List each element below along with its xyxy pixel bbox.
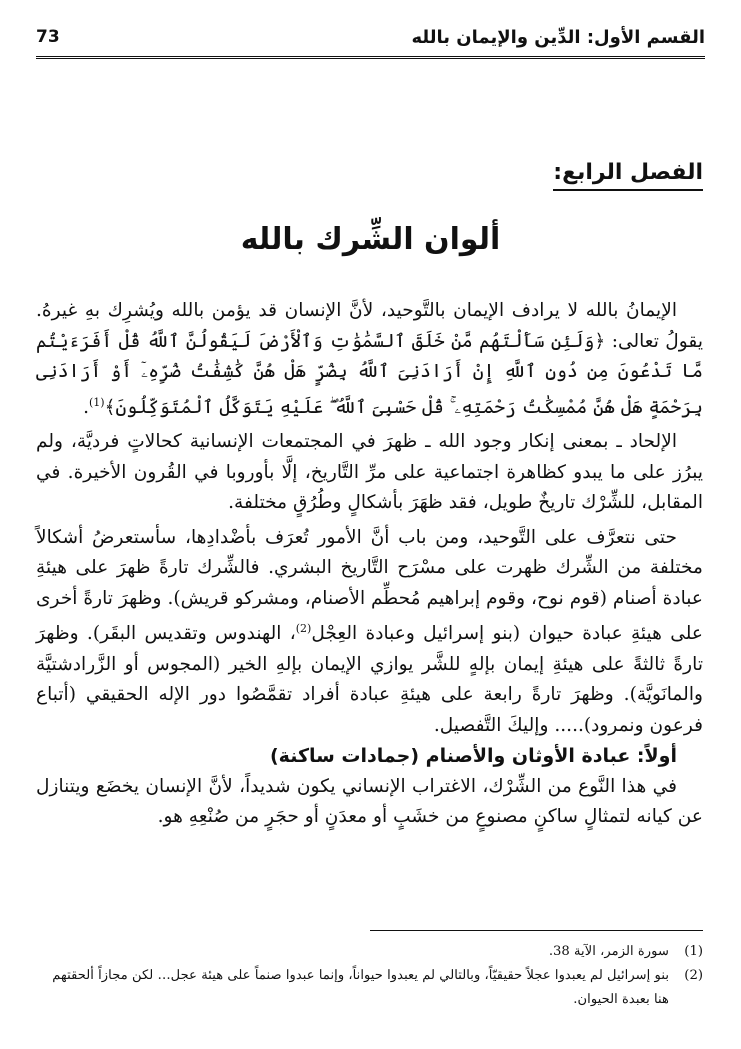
footnote-number: (2) xyxy=(684,968,703,983)
paragraph-1-text: الإيمانُ بالله لا يرادف الإيمان بالتَّوحيد، لأنَّ الإنسان قد يؤمن بالله ويُشرِك بهِ غيرهُ. يقولُ تعالى: xyxy=(36,300,703,352)
paragraph-3-text-b: ، الهندوس وتقديس البقَر). وظهرَ تارةً ثالثةً على هيئةِ إيمان بإلهٍ للشَّر يوازي الإيمان بإلهِ الخير (المجوس أو الزَّرادشتيَّة والمانَويَّة). وظهرَ تارةً رابعة على هيئةِ عبادة أفراد تقمَّصُوا دور الإله الحقيقي (أتباع فرعون ونمرود)..... وإليكَ التَّفصيل. xyxy=(36,623,703,736)
body-text xyxy=(36,296,703,833)
paragraph-1: الإيمانُ بالله لا يرادف الإيمان بالتَّوحيد، لأنَّ الإنسان قد يؤمن بالله ويُشرِك بهِ غيرهُ. يقولُ تعالى: ﴿وَلَئِن سَأَلْتَهُم مَّنْ خَلَقَ ٱلسَّمَٰوَٰتِ وَٱلْأَرْضَ لَيَقُولُنَّ ٱللَّهُ قُلْ أَفَرَءَيْتُم مَّا تَدْعُونَ مِن دُونِ ٱللَّهِ إِنْ أَرَادَنِىَ ٱللَّهُ بِضُرٍّ هَلْ هُنَّ كَٰشِفَٰتُ ضُرِّهِۦٓ أَوْ أَرَادَنِى بِرَحْمَةٍ هَلْ هُنَّ مُمْسِكَٰتُ رَحْمَتِهِۦ ۚ قُلْ حَسْبِىَ ٱللَّهُ ۖ عَلَيْهِ يَتَوَكَّلُ ٱلْمُتَوَكِّلُونَ﴾$^{(1)}$. xyxy=(36,300,703,418)
footnote-ref-1: (1) xyxy=(88,395,105,409)
paragraph-3 xyxy=(36,523,703,742)
footnote-ref-2: (2) xyxy=(295,622,312,636)
footnote-2 xyxy=(36,964,703,1012)
section-subheading: أولاً: عبادة الأوثان والأصنام (جمادات ساكنة) xyxy=(269,745,677,768)
quran-verse: ﴿وَلَئِن سَأَلْتَهُم مَّنْ خَلَقَ ٱلسَّمَٰوَٰتِ وَٱلْأَرْضَ لَيَقُولُنَّ ٱللَّهُ قُلْ أَفَرَءَيْتُم مَّا تَدْعُونَ مِن دُونِ ٱللَّهِ إِنْ أَرَادَنِىَ ٱللَّهُ بِضُرٍّ هَلْ هُنَّ كَٰشِفَٰتُ ضُرِّهِۦٓ أَوْ أَرَادَنِى بِرَحْمَةٍ هَلْ هُنَّ مُمْسِكَٰتُ رَحْمَتِهِۦ ۚ قُلْ حَسْبِىَ ٱللَّهُ ۖ عَلَيْهِ يَتَوَكَّلُ ٱلْمُتَوَكِّلُونَ﴾ xyxy=(36,330,703,418)
footnote-text: سورة الزمر، الآية 38. xyxy=(548,944,669,959)
paragraph-3-text-a: حتى نتعرَّف على التَّوحيد، ومن باب أنَّ الأمور تُعرَف بأضْدادِها، سأستعرضُ أشكالاً مختلفة من الشِّرك ظهرت على مسْرَح التَّاريخ البشري. فالشِّرك تارةً ظهرَ على هيئةِ عبادة أصنام (قوم نوح، وقوم إبراهيم مُحطِّم الأصنام، ومشركو قريش). وظهرَ تارةً أخرى على هيئةِ عبادة حيوان (بنو إسرائيل وعبادة العِجْل xyxy=(36,526,703,645)
footnote-1 xyxy=(36,940,703,964)
chapter-label: الفصل الرابع: xyxy=(553,160,703,191)
header-rule xyxy=(36,56,705,59)
footnote-rule xyxy=(370,930,703,931)
paragraph-2: الإلحاد ـ بمعنى إنكار وجود الله ـ ظهرَ في المجتمعات الإنسانية كحالاتٍ فرديَّة، ولم يبرُز على ما يبدو كظاهرة اجتماعية على مرِّ التَّاريخ، إلَّا بأوروبا في القُرون الأخيرة. في المقابل، للشِّرْك تاريخٌ طويل، فقد ظهَرَ بأشكالٍ وطُرُقٍ مختلفة. xyxy=(36,431,703,514)
page-number: 73 xyxy=(36,27,60,47)
footnote-text: بنو إسرائيل لم يعبدوا عجلاً حقيقيّاً، وبالتالي لم يعبدوا حيواناً، وإنما عبدوا صنماً على هيئة عجل… لكن مجازاً ألحقتهم هنا بعبدة الحيوان. xyxy=(52,968,669,1007)
paragraph-4: في هذا النَّوع من الشِّرْك، الاغتراب الإنساني يكون شديداً، لأنَّ الإنسان يخضَع ويتنازل عن كيانه لتمثالٍ ساكنٍ مصنوعٍ من خشَبٍ أو معدَنٍ أو حجَرٍ من صُنْعِهِ هو. xyxy=(36,775,703,828)
footnote-number: (1) xyxy=(684,944,703,959)
page-header xyxy=(36,20,705,54)
footnotes xyxy=(36,940,703,1012)
chapter-title: ألوان الشِّرك بالله xyxy=(240,222,501,257)
running-title: القسم الأول: الدِّين والإيمان بالله xyxy=(411,26,705,48)
